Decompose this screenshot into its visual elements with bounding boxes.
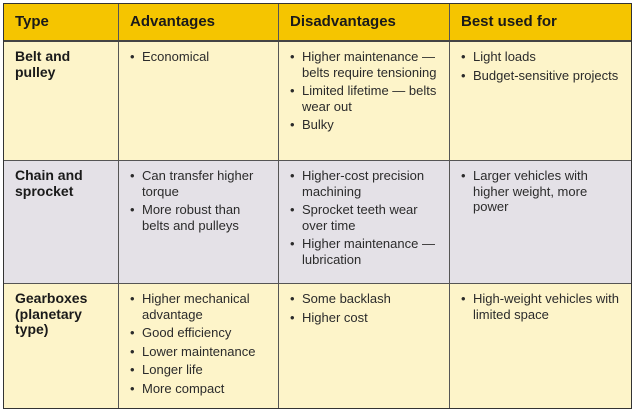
list-item: • Good efficiency xyxy=(130,325,270,341)
list-item: • Higher maintenance — belts require tensioning xyxy=(290,49,441,80)
list-item: • Sprocket teeth wear over time xyxy=(290,202,441,233)
table-row xyxy=(4,42,631,161)
header-advantages: Advantages xyxy=(119,4,279,40)
disadvantages-cell xyxy=(279,284,450,408)
table-row xyxy=(4,161,631,284)
type-cell xyxy=(4,161,119,283)
best-used-for-cell xyxy=(450,284,631,408)
list-item: • Limited lifetime — belts wear out xyxy=(290,83,441,114)
list-item: • Lower maintenance xyxy=(130,344,270,360)
list-item: • Higher cost xyxy=(290,310,441,326)
list-item: • Some backlash xyxy=(290,291,441,307)
advantages-cell xyxy=(119,42,279,160)
list-item: • Higher maintenance — lubrication xyxy=(290,236,441,267)
disadvantages-cell xyxy=(279,42,450,160)
table-header-row xyxy=(4,4,631,42)
table-row xyxy=(4,284,631,408)
list-item: • Can transfer higher torque xyxy=(130,168,270,199)
header-disadvantages: Disadvantages xyxy=(279,4,450,40)
list-item: • Light loads xyxy=(461,49,623,65)
list-item: • Longer life xyxy=(130,362,270,378)
list-item: • Higher-cost precision machining xyxy=(290,168,441,199)
list-item: • More compact xyxy=(130,381,270,397)
list-item: • High-weight vehicles with limited space xyxy=(461,291,623,322)
list-item: • Budget-sensitive projects xyxy=(461,68,623,84)
list-item: • More robust than belts and pulleys xyxy=(130,202,270,233)
type-name: Belt and pulley xyxy=(15,48,71,80)
type-cell xyxy=(4,284,119,408)
disadvantages-cell xyxy=(279,161,450,283)
best-used-for-cell xyxy=(450,161,631,283)
comparison-table xyxy=(3,3,632,409)
advantages-cell xyxy=(119,161,279,283)
list-item: • Bulky xyxy=(290,117,441,133)
list-item: • Larger vehicles with higher weight, more power xyxy=(461,168,623,215)
best-used-for-cell xyxy=(450,42,631,160)
advantages-cell xyxy=(119,284,279,408)
type-name: Chain and sprocket xyxy=(15,167,83,199)
header-type: Type xyxy=(4,4,119,40)
type-cell xyxy=(4,42,119,160)
header-best-used-for: Best used for xyxy=(461,13,557,30)
list-item: • Economical xyxy=(130,49,270,65)
list-item: • Higher mechanical advantage xyxy=(130,291,270,322)
type-name: Gearboxes (planetary type) xyxy=(15,290,88,337)
